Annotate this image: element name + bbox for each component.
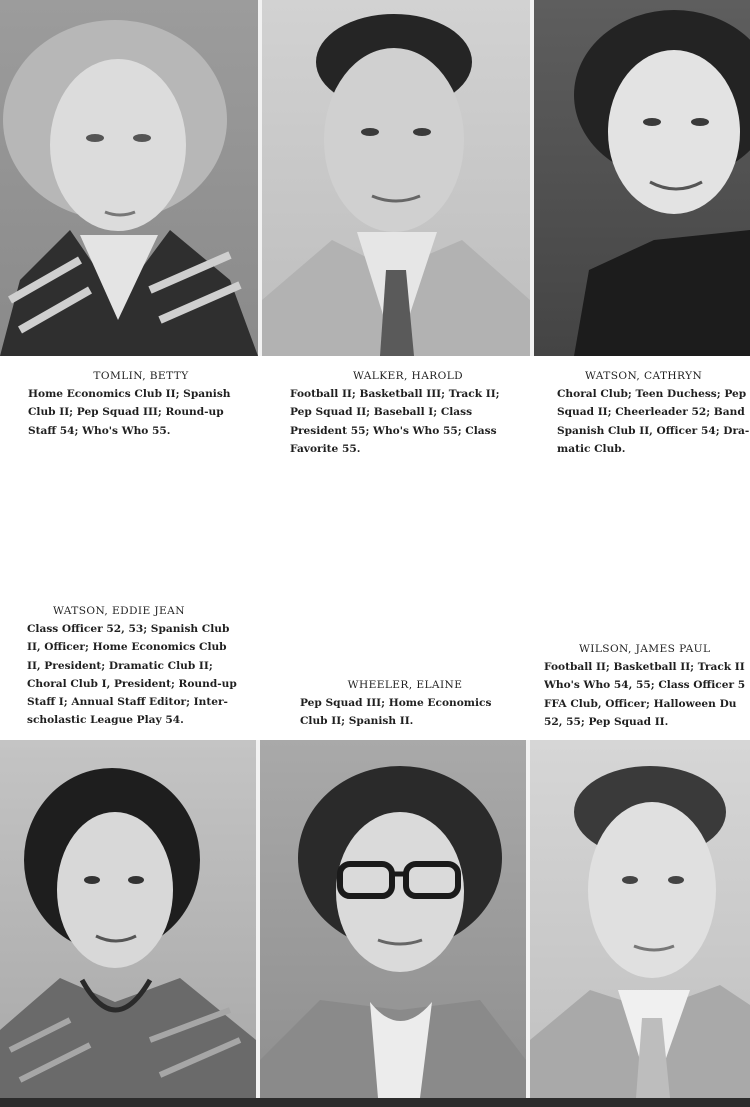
activity-line: 52, 55; Pep Squad II. bbox=[544, 715, 669, 728]
portrait-photo-tomlin-betty bbox=[0, 0, 258, 356]
caption-watson-eddie-jean bbox=[27, 602, 253, 729]
activity-line: Home Economics Club II; Spanish bbox=[28, 388, 231, 401]
portrait-walker-harold-image bbox=[262, 0, 530, 356]
activity-line: Who's Who 54, 55; Class Officer 5 bbox=[544, 679, 746, 692]
activity-line: II, President; Dramatic Club II; bbox=[27, 659, 213, 672]
activity-line: Class Officer 52, 53; Spanish Club bbox=[27, 623, 230, 636]
caption-wheeler-elaine bbox=[300, 676, 510, 731]
portrait-photo-wilson-james-paul bbox=[530, 740, 750, 1098]
page-bottom-edge bbox=[0, 1098, 750, 1107]
student-name: WALKER, HAROLD bbox=[352, 370, 464, 382]
portrait-photo-wheeler-elaine bbox=[260, 740, 526, 1098]
caption-walker-harold bbox=[290, 367, 526, 458]
portrait-watson-cathryn-image bbox=[534, 0, 750, 356]
activity-line: Club II; Pep Squad III; Round-up bbox=[28, 406, 224, 419]
caption-wilson-james-paul bbox=[544, 640, 750, 731]
portrait-watson-eddie-jean-image bbox=[0, 740, 256, 1098]
portrait-wilson-james-paul-image bbox=[530, 740, 750, 1098]
student-name: WATSON, CATHRYN bbox=[585, 370, 703, 382]
activity-line: President 55; Who's Who 55; Class bbox=[290, 424, 497, 437]
portrait-photo-watson-cathryn bbox=[534, 0, 750, 356]
activity-line: Pep Squad III; Home Economics bbox=[300, 697, 492, 710]
activity-line: matic Club. bbox=[557, 442, 626, 455]
activity-line: Spanish Club II, Officer 54; Dra- bbox=[557, 424, 750, 437]
student-name: WATSON, EDDIE JEAN bbox=[53, 605, 185, 617]
activity-line: Squad II; Cheerleader 52; Band bbox=[557, 406, 745, 419]
portrait-tomlin-betty-image bbox=[0, 0, 258, 356]
activity-line: Club II; Spanish II. bbox=[300, 715, 414, 728]
activity-line: Staff 54; Who's Who 55. bbox=[28, 424, 171, 437]
caption-tomlin-betty bbox=[28, 367, 254, 440]
student-name: TOMLIN, BETTY bbox=[93, 370, 189, 382]
student-name: WHEELER, ELAINE bbox=[347, 679, 463, 691]
portrait-photo-watson-eddie-jean bbox=[0, 740, 256, 1098]
caption-watson-cathryn bbox=[557, 367, 750, 458]
activity-line: scholastic League Play 54. bbox=[27, 714, 184, 727]
activity-line: FFA Club, Officer; Halloween Du bbox=[544, 697, 737, 710]
activity-line: II, Officer; Home Economics Club bbox=[27, 641, 227, 654]
activity-line: Staff I; Annual Staff Editor; Inter- bbox=[27, 696, 228, 709]
activity-line: Choral Club; Teen Duchess; Pep bbox=[557, 388, 747, 401]
activity-line: Pep Squad II; Baseball I; Class bbox=[290, 406, 473, 419]
portrait-photo-walker-harold bbox=[262, 0, 530, 356]
activity-line: Football II; Basketball III; Track II; bbox=[290, 388, 500, 401]
activity-line: Favorite 55. bbox=[290, 442, 361, 455]
portrait-wheeler-elaine-image bbox=[260, 740, 526, 1098]
activity-line: Choral Club I, President; Round-up bbox=[27, 677, 237, 690]
student-name: WILSON, JAMES PAUL bbox=[579, 643, 711, 655]
activity-line: Football II; Basketball II; Track II bbox=[544, 661, 745, 674]
